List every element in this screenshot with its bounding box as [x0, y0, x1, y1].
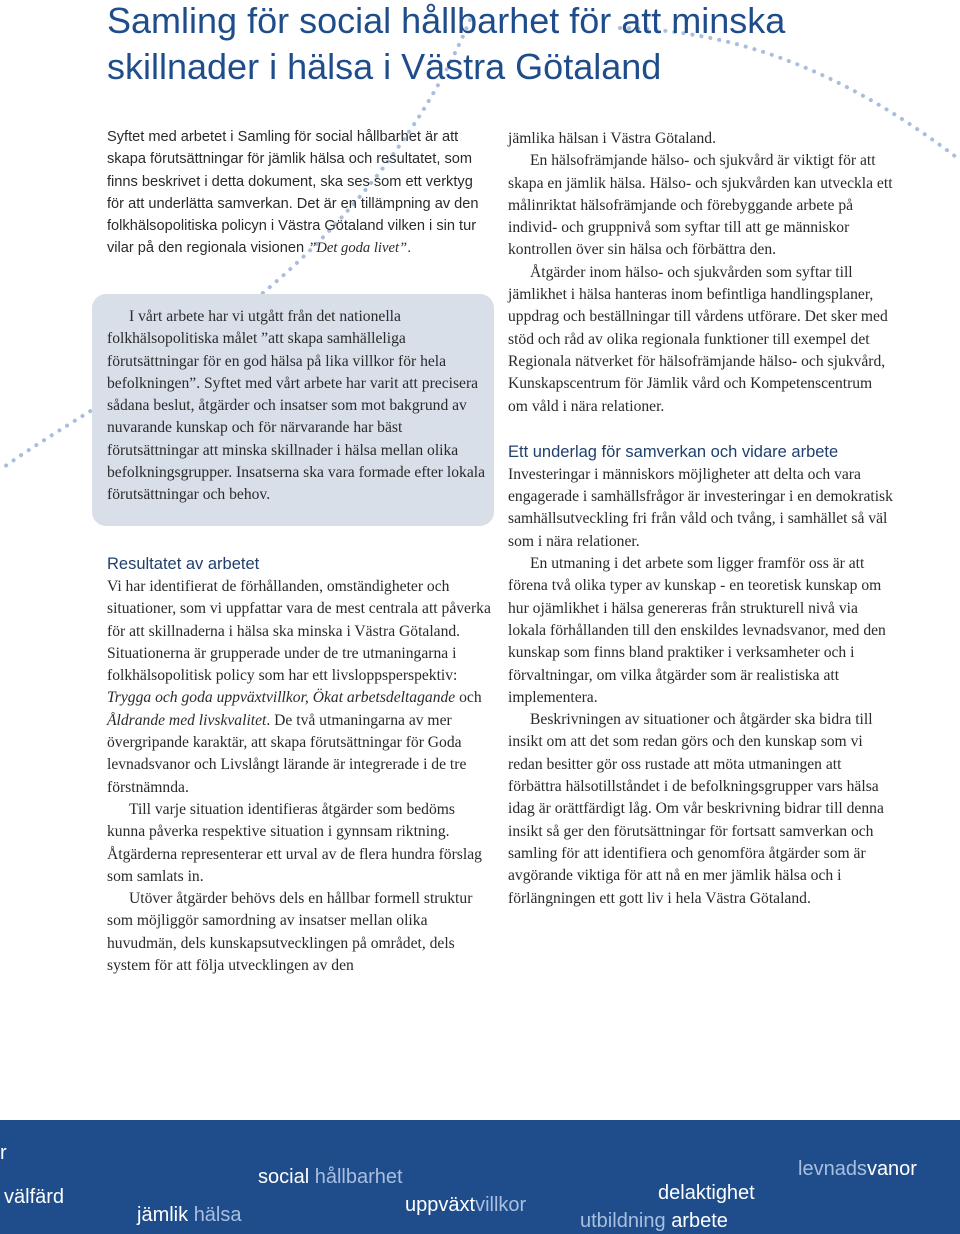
right-paragraph-1: En hälsofrämjande hälso- och sjukvård är viktigt för att skapa en jämlik hälsa. Hälso- och sjukvården kan utveckla ett målinriktat hälsofrämjande och förebyggande arbete på individ- och gruppnivå som syftar till att ge människor kontrollen över sin hälsa och förbättra den.: [508, 152, 893, 259]
results-p1-em2: Åldrande med livskvalitet: [107, 711, 267, 729]
results-p1-start: Vi har identifierat de förhållanden, omständigheter och situationer, som vi uppfattar vara de mest centrala att påverka för att skillnaderna i hälsa ska minska i Västra Götaland. Situationerna är grupperade under de tre utmaningarna i folkhälsopolitisk policy som har ett livsloppsperspektiv:: [107, 578, 491, 685]
intro-paragraph: [107, 126, 487, 260]
results-section: [107, 552, 492, 977]
results-p1-end: . De två utmaningarna av mer övergripande karaktär, att skapa förutsättningar för Goda levnadsvanor och Livslångt lärande är integrerade i de tre förstnämnda.: [107, 711, 467, 796]
keyword-footer-banner: [0, 1120, 960, 1234]
title-line-2: skillnader i hälsa i Västra Götaland: [107, 46, 662, 87]
tag-levnadsvanor: [798, 1158, 917, 1181]
tag-fragment: r: [0, 1142, 7, 1164]
tag-utbildning: utbildning: [580, 1210, 666, 1232]
tag-hallbarhet: hållbarhet: [314, 1166, 403, 1188]
tag-vanor: vanor: [866, 1158, 917, 1180]
tag-jamlik: jämlik: [137, 1204, 189, 1226]
right-paragraph-3: Investeringar i människors möjligheter att delta och vara engagerade i samhällsfrågor är investeringar i en demokratisk samhällsutveckling fri från våld och tvång, i samhället så väl som i nära relationer.: [508, 465, 893, 550]
tag-uppvaxtvillkor: [405, 1194, 526, 1217]
title-line-1: Samling för social hållbarhet för att minska: [107, 0, 786, 41]
tag-utbildning-arbete: [580, 1210, 728, 1233]
intro-vision: ”Det goda livet”: [308, 240, 408, 257]
tag-social: social: [258, 1166, 310, 1188]
right-paragraph-2: Åtgärder inom hälso- och sjukvården som syftar till jämlikhet i hälsa hanteras inom befintliga handlingsplaner, uppdrag och beställningar till vårdens utförare. Det sker med stöd och råd av olika regionala funktioner till exempel det Regionala nätverket för hälsofrämjande hälso- och sjukvård, Kunskapscentrum för Jämlik vård och Kompetenscentrum om våld i nära relationer.: [508, 263, 888, 415]
right-column: [508, 128, 893, 910]
tag-jamlik-halsa: [137, 1204, 242, 1227]
tag-uppvaxt: uppväxt: [405, 1194, 476, 1216]
results-paragraph-2: Till varje situation identifieras åtgärder som bedöms kunna påverka respektive situation i gynnsam riktning. Åtgärderna representerar ett urval av de flera hundra förslag som samlats in.: [107, 800, 482, 885]
results-p1-mid: och: [455, 689, 482, 707]
results-p1-em1: Trygga och goda uppväxtvillkor, Ökat arbetsdeltagande: [107, 689, 456, 707]
tag-halsa: hälsa: [193, 1204, 242, 1226]
tag-social-hallbarhet: [258, 1166, 403, 1189]
tag-levnads: levnads: [798, 1158, 867, 1180]
intro-text: Syftet med arbetet i Samling för social hållbarhet är att skapa förutsättningar för jämlik hälsa och resultatet, som finns beskrivet i detta dokument, ska ses som ett verktyg för att underlätta samverkan. Det är en tillämpning av den folkhälsopolitiska policyn i Västra Götaland vilken i sin tur vilar på den regionala visionen: [107, 129, 479, 257]
tag-valfard: välfärd: [4, 1186, 65, 1208]
callout-text-block: [107, 306, 487, 507]
callout-text: I vårt arbete har vi utgått från det nationella folkhälsopolitiska målet ”att skapa samhälleliga förutsättningar för en god hälsa på lika villkor för hela befolkningen”. Syftet med vårt arbete har varit att precisera sådana beslut, åtgärder och insatser som mot bakgrund av nuvarande kunskap och för närvarande har bäst förutsättningar att minska skillnader i hälsa mellan olika befolkningsgrupper. Insatserna ska vara formade efter lokala förutsättningar och behov.: [107, 308, 485, 504]
right-paragraph-5: Beskrivningen av situationer och åtgärder ska bidra till insikt om att det som redan görs och den kunskap som vi redan besitter gör oss rustade att möta utmaningen att förbättra hälsotillståndet i de befolkningsgrupper vars hälsa idag är orättfärdigt låg. Om vår beskrivning bidrar till denna insikt så ger den förutsättningar för fortsatt samverkan och samling för att identifiera och genomföra åtgärder som är avgörande viktiga för att nå en mer jämlik hälsa och i förlängningen ett gott liv i hela Västra Götaland.: [508, 711, 884, 907]
collaboration-heading: Ett underlag för samverkan och vidare arbete: [508, 442, 839, 461]
tag-arbete: arbete: [671, 1210, 728, 1232]
right-paragraph-4: En utmaning i det arbete som ligger framför oss är att förena två olika typer av kunskap - en teoretisk kunskap om hur ojämlikhet i hälsa genereras från strukturell nivå via lokala förhållanden till den enskildes levnadsvanor, med den kunskap som finns bland praktiker i verksamheter och i förvaltningar, om vilka åtgärder som är realistiska att implementera.: [508, 555, 886, 706]
tag-delaktighet: delaktighet: [658, 1182, 755, 1204]
results-heading: Resultatet av arbetet: [107, 555, 260, 573]
results-paragraph-1: [107, 576, 492, 799]
results-paragraph-3: Utöver åtgärder behövs dels en hållbar formell struktur som möjliggör samordning av insatser mellan olika huvudmän, dels kunskapsutvecklingen på området, dels system för att följa utvecklingen av den: [107, 890, 473, 975]
page-title: [107, 0, 785, 90]
right-paragraph-0: jämlika hälsan i Västra Götaland.: [508, 130, 717, 147]
intro-end: .: [407, 240, 412, 257]
tag-villkor: villkor: [475, 1194, 527, 1216]
